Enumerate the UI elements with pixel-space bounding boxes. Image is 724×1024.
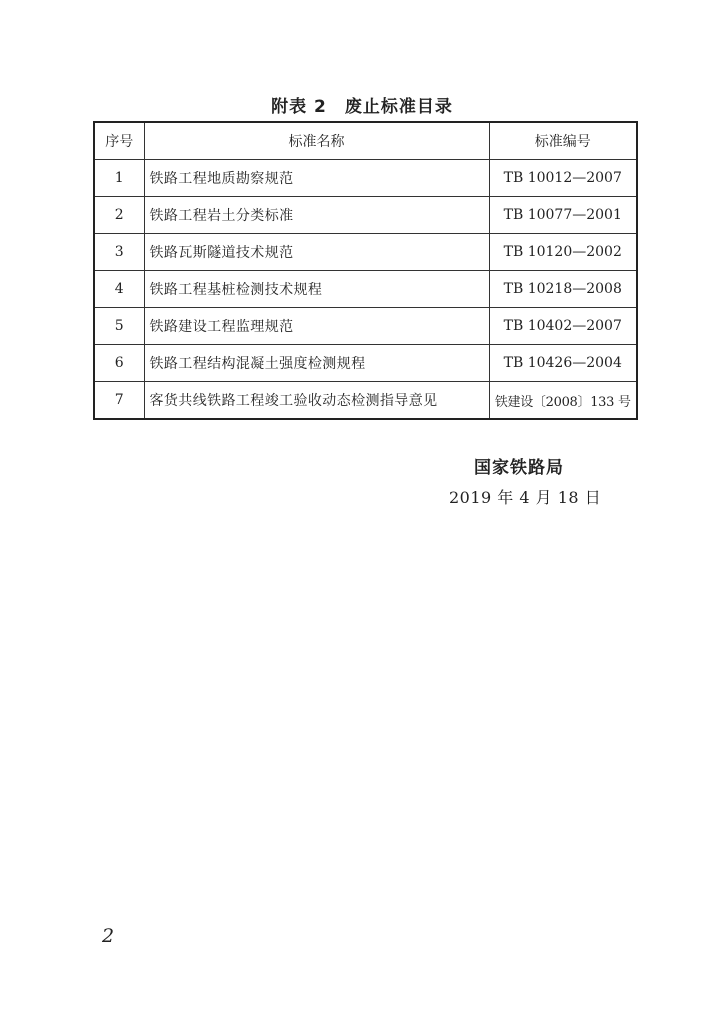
row-standard-name: 铁路工程基桩检测技术规程	[144, 271, 489, 308]
row-standard-name: 客货共线铁路工程竣工验收动态检测指导意见	[144, 382, 489, 420]
table-row	[94, 197, 637, 234]
issuing-authority: 国家铁路局	[474, 458, 564, 478]
table-row	[94, 234, 637, 271]
row-standard-code: TB 10218—2008	[489, 271, 637, 308]
header-standard-code: 标准编号	[489, 122, 637, 160]
header-standard-name: 标准名称	[144, 122, 489, 160]
row-standard-name: 铁路工程岩土分类标准	[144, 197, 489, 234]
row-standard-name: 铁路瓦斯隧道技术规范	[144, 234, 489, 271]
row-index: 2	[94, 197, 144, 234]
row-standard-code: TB 10077—2001	[489, 197, 637, 234]
row-index: 3	[94, 234, 144, 271]
row-standard-name: 铁路建设工程监理规范	[144, 308, 489, 345]
row-index: 1	[94, 160, 144, 197]
row-standard-code: 铁建设〔2008〕133 号	[489, 382, 637, 420]
row-standard-code: TB 10120—2002	[489, 234, 637, 271]
row-standard-code: TB 10012—2007	[489, 160, 637, 197]
row-index: 6	[94, 345, 144, 382]
row-index: 7	[94, 382, 144, 420]
document-title: 附表 2 废止标准目录	[271, 97, 453, 117]
row-standard-name: 铁路工程地质勘察规范	[144, 160, 489, 197]
table-row	[94, 160, 637, 197]
row-standard-code: TB 10402—2007	[489, 308, 637, 345]
table-row	[94, 345, 637, 382]
table-row	[94, 308, 637, 345]
table-header-row	[94, 122, 637, 160]
page-number: 2	[102, 925, 115, 947]
table-row	[94, 271, 637, 308]
header-index: 序号	[94, 122, 144, 160]
abolished-standards-table	[93, 121, 638, 420]
issue-date: 2019 年 4 月 18 日	[449, 488, 602, 507]
row-index: 4	[94, 271, 144, 308]
row-index: 5	[94, 308, 144, 345]
row-standard-code: TB 10426—2004	[489, 345, 637, 382]
table-row	[94, 382, 637, 420]
row-standard-name: 铁路工程结构混凝土强度检测规程	[144, 345, 489, 382]
